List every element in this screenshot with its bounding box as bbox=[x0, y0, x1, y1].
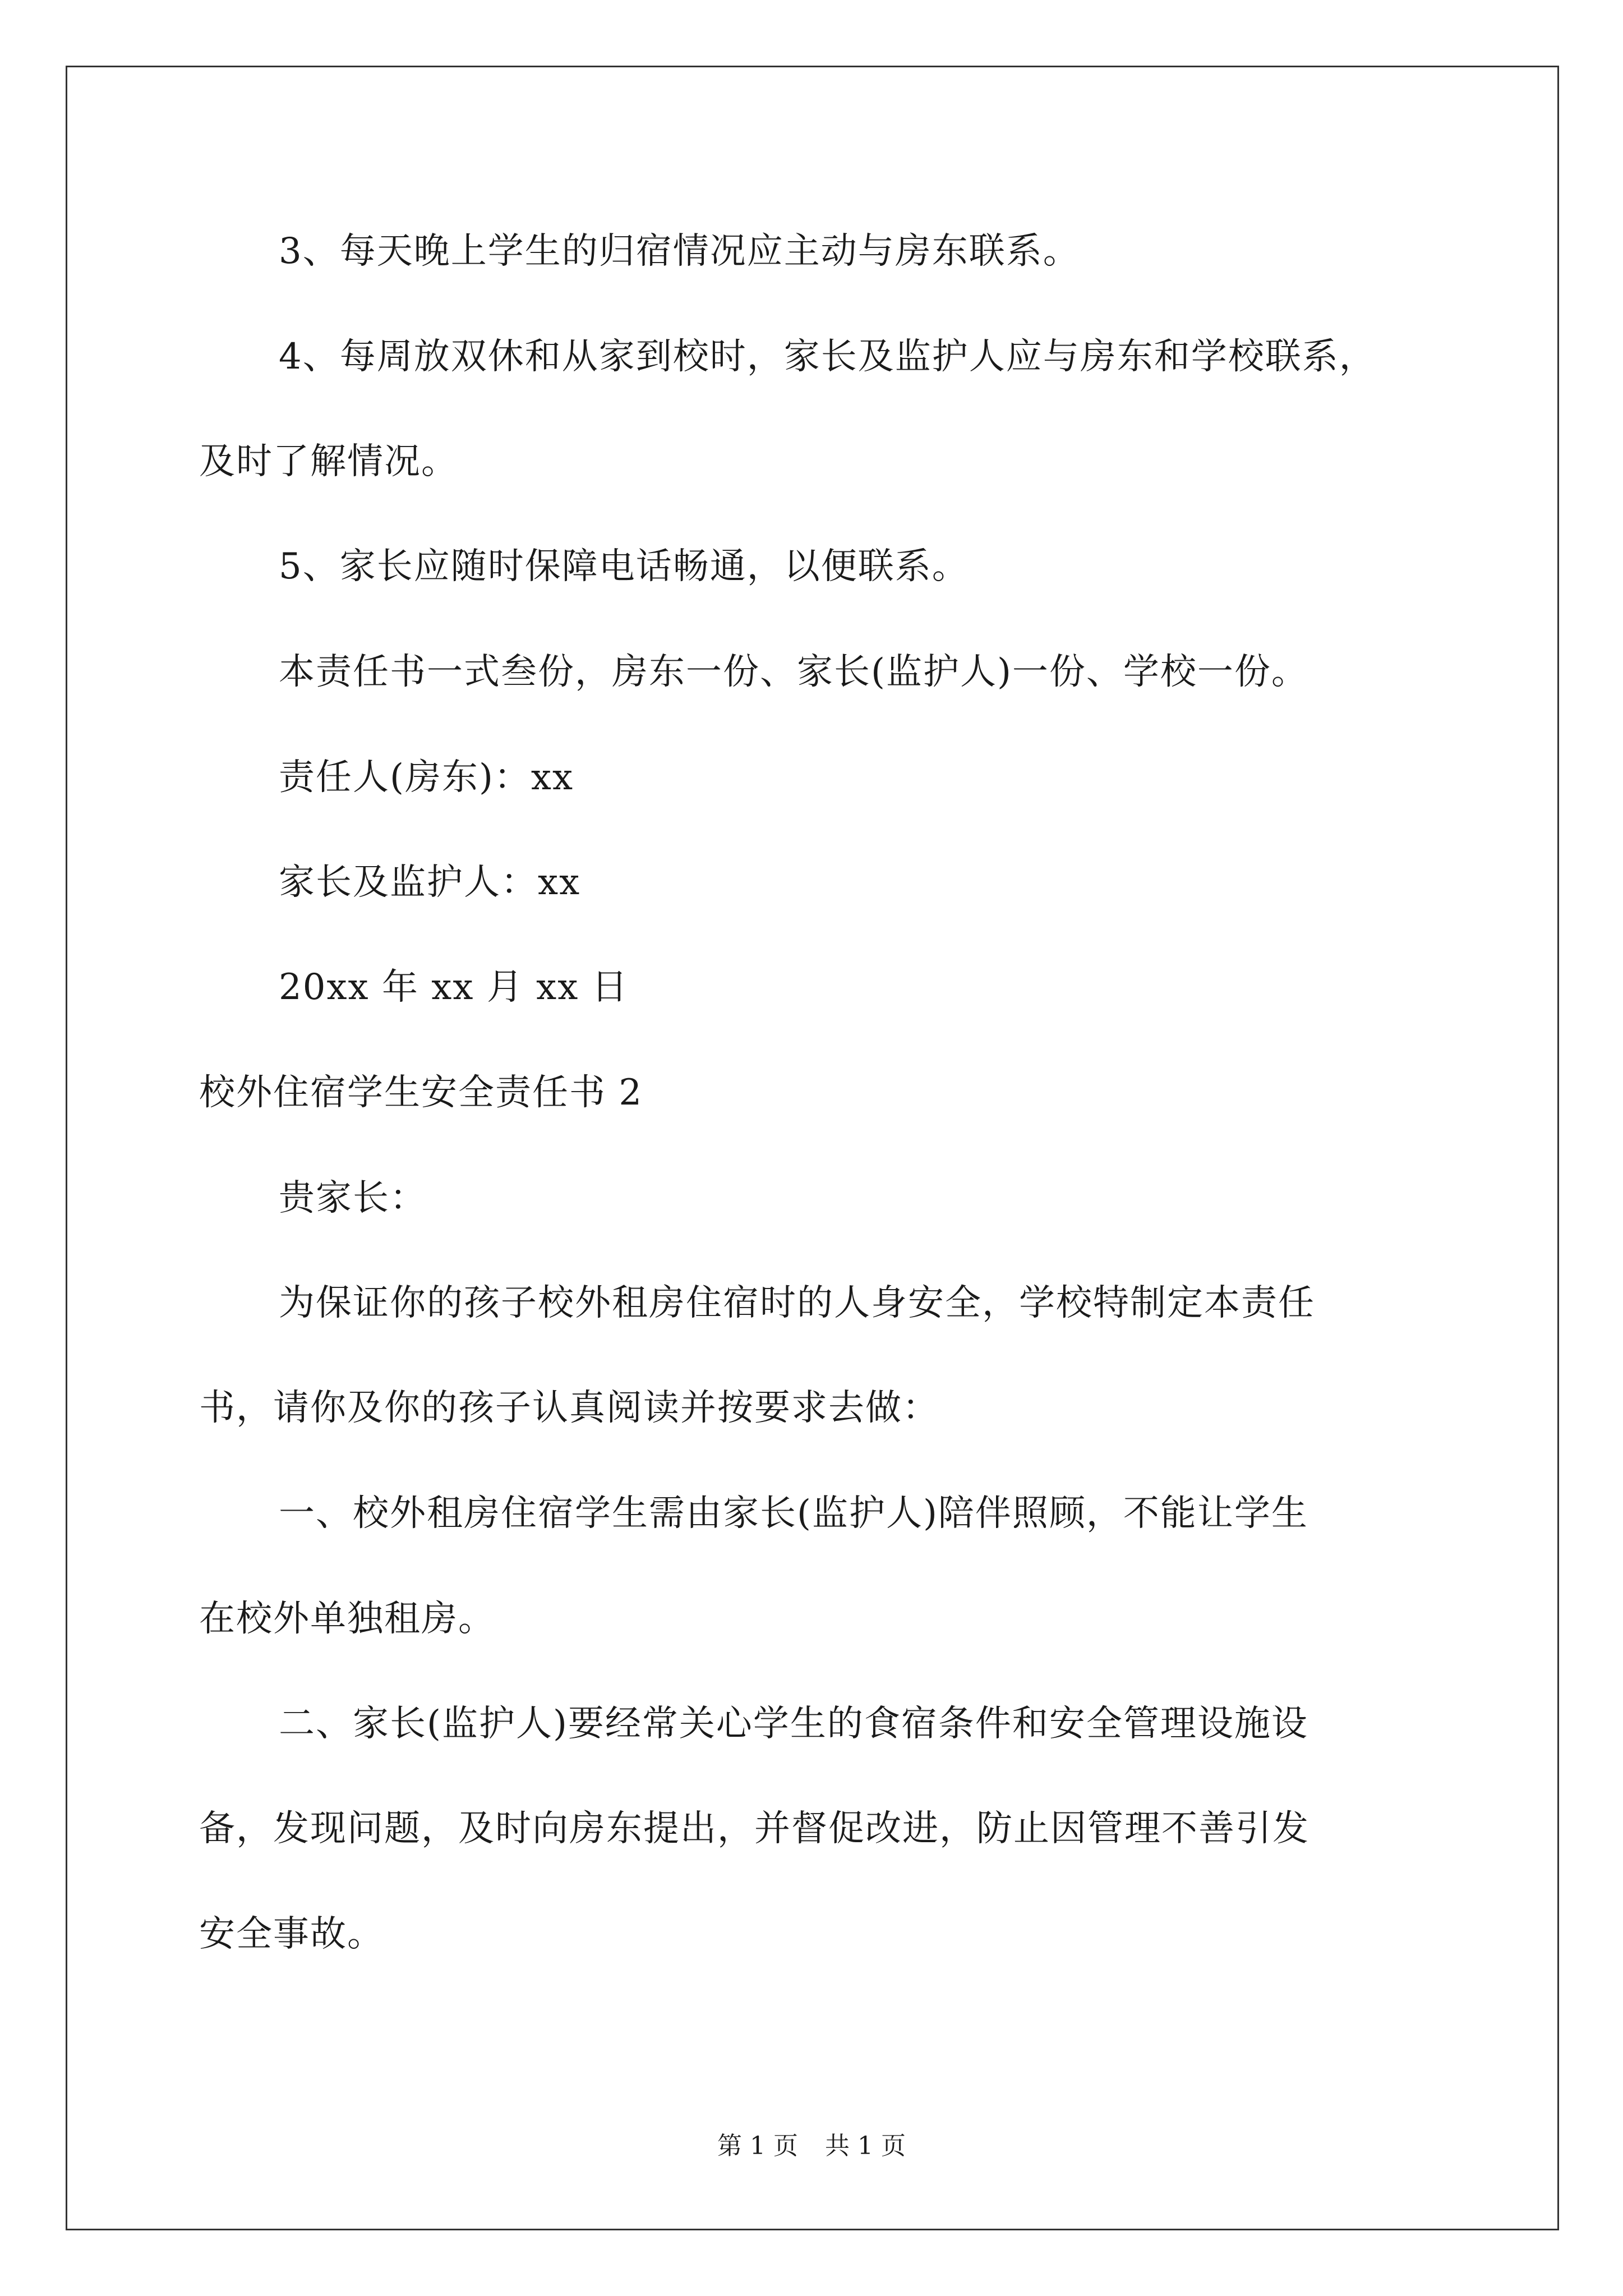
paragraph-item-3: 3、每天晚上学生的归宿情况应主动与房东联系。 bbox=[279, 231, 1080, 272]
paragraph-item-5: 5、家长应随时保障电话畅通，以便联系。 bbox=[279, 546, 969, 587]
copies-statement: 本责任书一式叁份，房东一份、家长(监护人)一份、学校一份。 bbox=[279, 651, 1308, 693]
intro-paragraph-cont: 书，请你及你的孩子认真阅读并按要求去做： bbox=[199, 1387, 939, 1429]
paragraph-item-4: 4、每周放双休和从家到校时，家长及监护人应与房东和学校联系， bbox=[279, 336, 1376, 378]
page-total: 共 1 页 bbox=[825, 2132, 906, 2160]
landlord-signature-line: 责任人(房东)：xx bbox=[279, 757, 574, 798]
clause-one: 一、校外租房住宿学生需由家长(监护人)陪伴照顾，不能让学生 bbox=[279, 1493, 1308, 1534]
page-footer bbox=[0, 2129, 1623, 2163]
intro-paragraph: 为保证你的孩子校外租房住宿时的人身安全，学校特制定本责任 bbox=[279, 1282, 1315, 1324]
clause-two: 二、家长(监护人)要经常关心学生的食宿条件和安全管理设施设 bbox=[279, 1703, 1308, 1745]
clause-one-cont: 在校外单独租房。 bbox=[199, 1598, 495, 1640]
paragraph-item-4-cont: 及时了解情况。 bbox=[199, 441, 458, 482]
section-title: 校外住宿学生安全责任书 2 bbox=[199, 1072, 643, 1114]
page-number: 第 1 页 bbox=[717, 2132, 798, 2160]
clause-two-cont: 备，发现问题，及时向房东提出，并督促改进，防止因管理不善引发 bbox=[199, 1808, 1310, 1849]
guardian-signature-line: 家长及监护人：xx bbox=[279, 862, 581, 903]
salutation: 贵家长： bbox=[279, 1177, 427, 1219]
clause-two-end: 安全事故。 bbox=[199, 1913, 384, 1955]
page-border bbox=[66, 66, 1559, 2230]
date-line: 20xx 年 xx 月 xx 日 bbox=[279, 967, 629, 1008]
